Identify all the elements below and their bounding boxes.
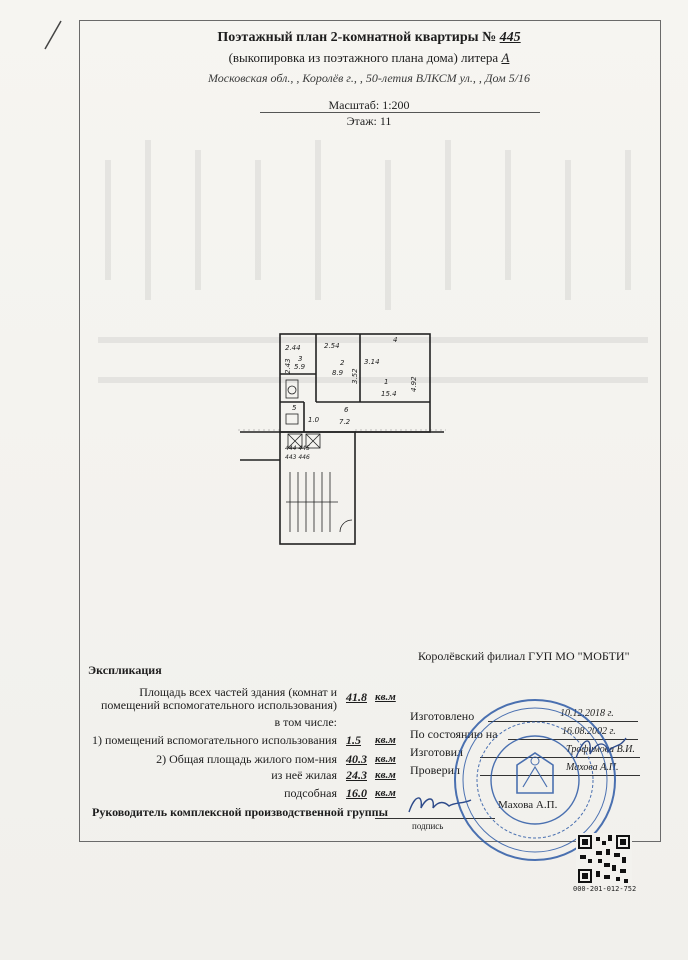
total-area-label: Площадь всех частей здания (комнат и помещений вспомогательного использования) [100, 685, 337, 712]
scale: Масштаб: 1:200 [328, 98, 410, 112]
floor: Этаж: 11 [346, 114, 392, 128]
living-area-value: 24.3 [346, 768, 367, 782]
room-3-area: 5.9 [294, 363, 306, 371]
plan-subtitle: (выкопировка из поэтажного плана дома) литера А [228, 50, 510, 65]
floor-plan [238, 322, 448, 552]
apartment-number: 445 [499, 30, 521, 45]
state-label: По состоянию на [410, 727, 498, 741]
made-label: Изготовлено [410, 709, 475, 723]
room-4-number: 4 [393, 336, 398, 344]
aux-area-value: 1.5 [346, 733, 361, 747]
address: Московская обл., , Королёв г., , 50-летия ВЛКСМ ул., , Дом 5/16 [207, 71, 531, 85]
room-3-number: 3 [298, 355, 303, 363]
including-label: в том числе: [274, 715, 337, 729]
state-date: 16.08.2002 г. [562, 726, 616, 737]
living-total-label: 2) Общая площадь жилого пом-ния [156, 752, 337, 766]
room-2-dim: 2.54 [324, 342, 340, 350]
utility-area-unit: кв.м [375, 787, 396, 799]
room-3-dim: 2.44 [285, 344, 301, 352]
qr-code [576, 833, 632, 885]
head-name: Махова А.П. [498, 799, 558, 811]
checker-signature [570, 730, 630, 770]
living-total-unit: кв.м [375, 753, 396, 765]
utility-area-value: 16.0 [346, 786, 367, 800]
head-of-group-label: Руководитель комплексной производственной группы [92, 805, 388, 819]
utility-area-label: подсобная [284, 786, 337, 800]
room-6-number: 6 [344, 406, 349, 414]
maker-name: Трофимова В.И. [566, 744, 635, 755]
checker-label: Проверил [410, 763, 460, 777]
organization-name: Королёвский филиал ГУП МО "МОБТИ" [418, 649, 630, 663]
dim-2-43: 2.43 [284, 358, 292, 374]
living-total-value: 40.3 [346, 752, 367, 766]
room-6-area: 7.2 [339, 418, 351, 426]
dim-3-52: 3.52 [351, 368, 359, 384]
explication-heading: Экспликация [88, 663, 162, 677]
living-area-unit: кв.м [375, 769, 396, 781]
total-area-value: 41.8 [346, 690, 367, 704]
total-area-unit: кв.м [375, 691, 396, 703]
neighbor-numbers-bottom: 443 446 [285, 454, 310, 461]
pen-mark [42, 18, 64, 52]
room-2-area: 8.9 [332, 369, 344, 377]
room-2-number: 2 [340, 359, 345, 367]
room-5-area: 1.0 [308, 416, 320, 424]
made-date: 10.12.2018 г. [560, 708, 614, 719]
room-5-number: 5 [292, 404, 297, 412]
scale-underline [260, 112, 540, 113]
aux-area-label: 1) помещений вспомогательного использования [91, 733, 337, 747]
room-1-number: 1 [384, 378, 389, 386]
room-1-area: 15.4 [381, 390, 397, 398]
litera-value: А [501, 50, 510, 65]
neighbor-numbers-top: 444 445 [285, 445, 310, 452]
room-1-dim: 3.14 [364, 358, 380, 366]
plan-title: Поэтажный план 2-комнатной квартиры № 445 [217, 30, 521, 45]
living-area-label: из неё жилая [271, 768, 337, 782]
checker-name: Махова А.П. [566, 762, 619, 773]
qr-code-number: 000-201-012-752 [573, 885, 637, 893]
dim-4-92: 4.92 [410, 376, 418, 392]
aux-area-unit: кв.м [375, 734, 396, 746]
maker-label: Изготовил [410, 745, 464, 759]
signature-caption: подпись [412, 821, 444, 831]
